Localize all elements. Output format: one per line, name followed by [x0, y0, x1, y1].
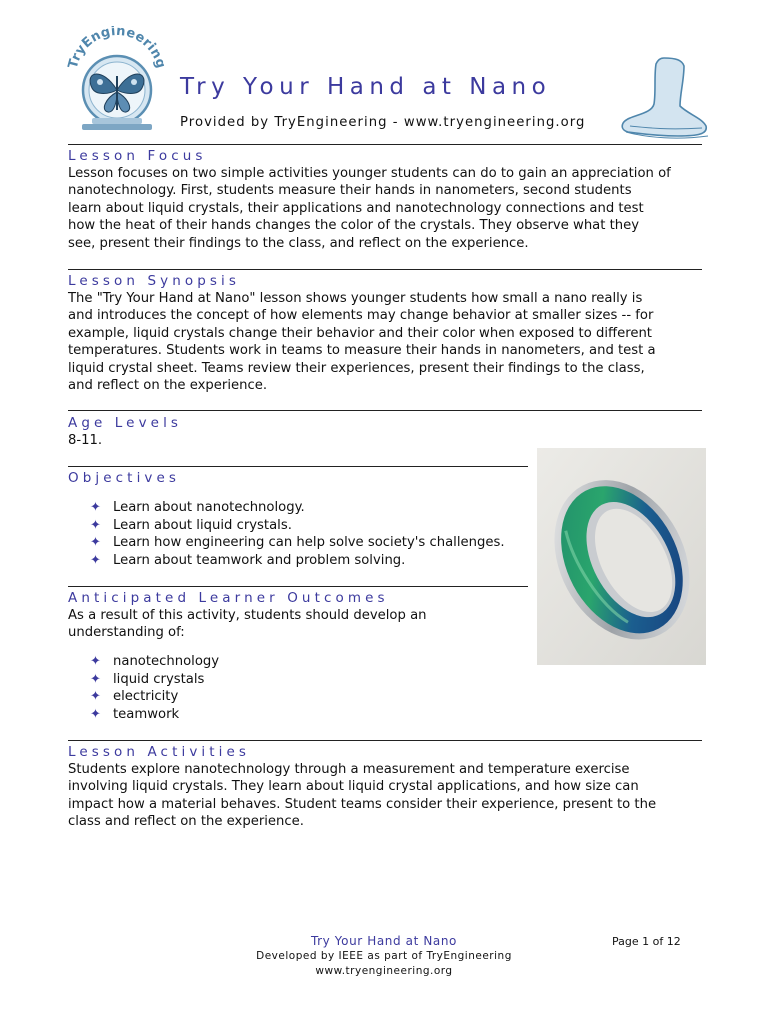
section-divider	[68, 586, 528, 587]
lesson-synopsis-heading: Lesson Synopsis	[68, 273, 241, 289]
bare-foot-icon	[618, 56, 710, 142]
mood-ring-photo	[537, 448, 706, 665]
lesson-focus-text	[68, 165, 671, 252]
page-title: Try Your Hand at Nano	[180, 74, 552, 100]
text-line: The "Try Your Hand at Nano" lesson shows younger students how small a nano really is	[68, 291, 643, 306]
text-line: involving liquid crystals. They learn about liquid crystal applications, and how size can	[68, 779, 639, 795]
text-line: see, present their findings to the class, and reflect on the experience.	[68, 235, 529, 251]
list-item-text: electricity	[113, 689, 179, 705]
text-line: example, liquid crystals change their behavior and their color when exposed to different	[68, 325, 652, 341]
lesson-activities-heading: Lesson Activities	[68, 744, 251, 760]
text-line: and introduces the concept of how elements may change behavior at smaller sizes -- for	[68, 308, 654, 324]
text-line: nanotechnology. First, students measure their hands in nanometers, second students	[68, 183, 632, 199]
list-item	[90, 552, 505, 570]
provided-by-line: Provided by TryEngineering - www.tryengineering.org	[180, 115, 586, 130]
list-item-text: Learn about nanotechnology.	[113, 500, 305, 515]
outcomes-heading: Anticipated Learner Outcomes	[68, 590, 389, 606]
text-line: understanding of:	[68, 625, 185, 641]
objectives-list	[90, 499, 505, 569]
text-line: and reflect on the experience.	[68, 377, 268, 393]
bullet-star-icon: ✦	[90, 706, 101, 722]
text-line: As a result of this activity, students should develop an	[68, 608, 427, 623]
list-item	[90, 653, 219, 671]
list-item-text: Learn about teamwork and problem solving.	[113, 552, 406, 568]
list-item	[90, 517, 505, 535]
age-range: 8-11.	[68, 433, 103, 448]
list-item	[90, 671, 219, 689]
footer-developed-by: Developed by IEEE as part of TryEngineering	[256, 950, 512, 962]
objectives-heading: Objectives	[68, 470, 181, 486]
text-line: liquid crystal sheet. Teams review their experiences, present their findings to the class,	[68, 360, 645, 376]
text-line: class and reflect on the experience.	[68, 814, 304, 830]
bullet-star-icon: ✦	[90, 500, 101, 515]
list-item	[90, 706, 219, 724]
bullet-star-icon: ✦	[90, 654, 101, 669]
lesson-focus-heading: Lesson Focus	[68, 148, 207, 164]
outcomes-intro	[68, 607, 427, 642]
list-item	[90, 499, 505, 517]
text-line: temperatures. Students work in teams to measure their hands in nanometers, and test a	[68, 343, 656, 359]
section-divider	[68, 466, 528, 467]
tryengineering-logo	[62, 26, 172, 142]
footer-title: Try Your Hand at Nano	[310, 934, 457, 948]
bullet-star-icon: ✦	[90, 689, 101, 705]
bullet-star-icon: ✦	[90, 671, 101, 687]
lesson-activities-text	[68, 761, 656, 831]
logo-text: TryEngineering	[65, 26, 169, 71]
list-item-text: nanotechnology	[113, 654, 220, 669]
age-levels-text	[68, 432, 102, 449]
list-item-text: Learn about liquid crystals.	[113, 517, 292, 533]
text-line: Lesson focuses on two simple activities younger students can do to gain an appreciation of	[68, 166, 671, 181]
lesson-synopsis-text	[68, 290, 656, 394]
list-item	[90, 534, 505, 552]
text-line: Students explore nanotechnology through a measurement and temperature exercise	[68, 762, 630, 777]
age-levels-heading: Age Levels	[68, 415, 183, 431]
footer-website: www.tryengineering.org	[315, 965, 453, 977]
section-divider	[68, 740, 702, 741]
list-item-text: liquid crystals	[113, 671, 205, 687]
outcomes-list	[90, 653, 219, 723]
section-divider	[68, 144, 702, 145]
list-item	[90, 688, 219, 706]
list-item-text: Learn how engineering can help solve society's challenges.	[113, 535, 505, 551]
bullet-star-icon: ✦	[90, 535, 101, 551]
page-number: Page 1 of 12	[612, 935, 681, 948]
text-line: learn about liquid crystals, their applications and nanotechnology connections and test	[68, 200, 644, 216]
bullet-star-icon: ✦	[90, 552, 101, 568]
text-line: how the heat of their hands changes the color of the crystals. They observe what they	[68, 218, 640, 234]
section-divider	[68, 269, 702, 270]
section-divider	[68, 410, 702, 411]
list-item-text: teamwork	[113, 706, 180, 722]
text-line: impact how a material behaves. Student teams consider their experience, present to the	[68, 796, 657, 812]
bullet-star-icon: ✦	[90, 517, 101, 533]
